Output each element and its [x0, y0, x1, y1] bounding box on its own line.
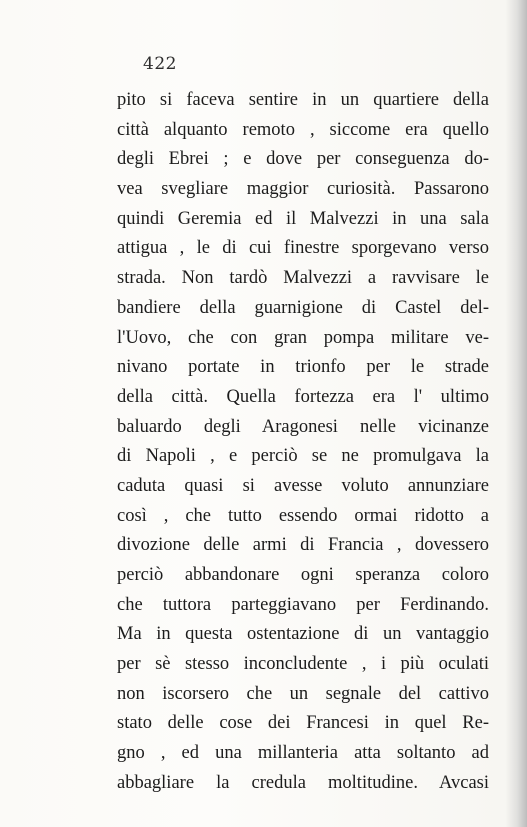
text-line: bandiere della guarnigione di Castel del-: [117, 297, 489, 318]
text-line: abbagliare la credula moltitudine. Avcasi: [117, 772, 489, 793]
text-line: per sè stesso inconcludente , i più oculati: [117, 654, 489, 675]
text-line: pito si faceva sentire in un quartiere della: [117, 90, 489, 110]
text-line: che tuttora parteggiavano per Ferdinando.: [117, 594, 489, 615]
text-line: quindi Geremia ed il Malvezzi in una sala: [117, 208, 489, 229]
text-line: degli Ebrei ; e dove per conseguenza do-: [117, 149, 489, 170]
text-line: non iscorsero che un segnale del cattivo: [117, 683, 489, 704]
text-line: stato delle cose dei Francesi in quel Re-: [117, 713, 489, 734]
text-line: di Napoli , e perciò se ne promulgava la: [117, 446, 489, 467]
text-line: città alquanto remoto , siccome era quello: [117, 119, 489, 140]
text-line: attigua , le di cui finestre sporgevano verso: [117, 238, 489, 259]
text-line: strada. Non tardò Malvezzi a ravvisare le: [117, 268, 489, 289]
text-line: così , che tutto essendo ormai ridotto a: [117, 505, 489, 526]
text-line: baluardo degli Aragonesi nelle vicinanze: [117, 416, 489, 437]
text-line: vea svegliare maggior curiosità. Passarono: [117, 179, 489, 200]
text-line: divozione delle armi di Francia , dovessero: [117, 535, 489, 556]
text-line: Ma in questa ostentazione di un vantaggio: [117, 624, 489, 645]
text-line: gno , ed una millanteria atta soltanto ad: [117, 743, 489, 764]
page-number: 422: [143, 54, 177, 74]
text-line: l'Uovo, che con gran pompa militare ve-: [117, 327, 489, 348]
text-line: nivano portate in trionfo per le strade: [117, 357, 489, 378]
binding-shadow: [505, 0, 527, 827]
text-line: caduta quasi si avesse voluto annunziare: [117, 475, 489, 496]
text-line: della città. Quella fortezza era l' ultimo: [117, 386, 489, 407]
text-line: perciò abbandonare ogni speranza coloro: [117, 565, 489, 585]
body-text: [117, 86, 489, 799]
